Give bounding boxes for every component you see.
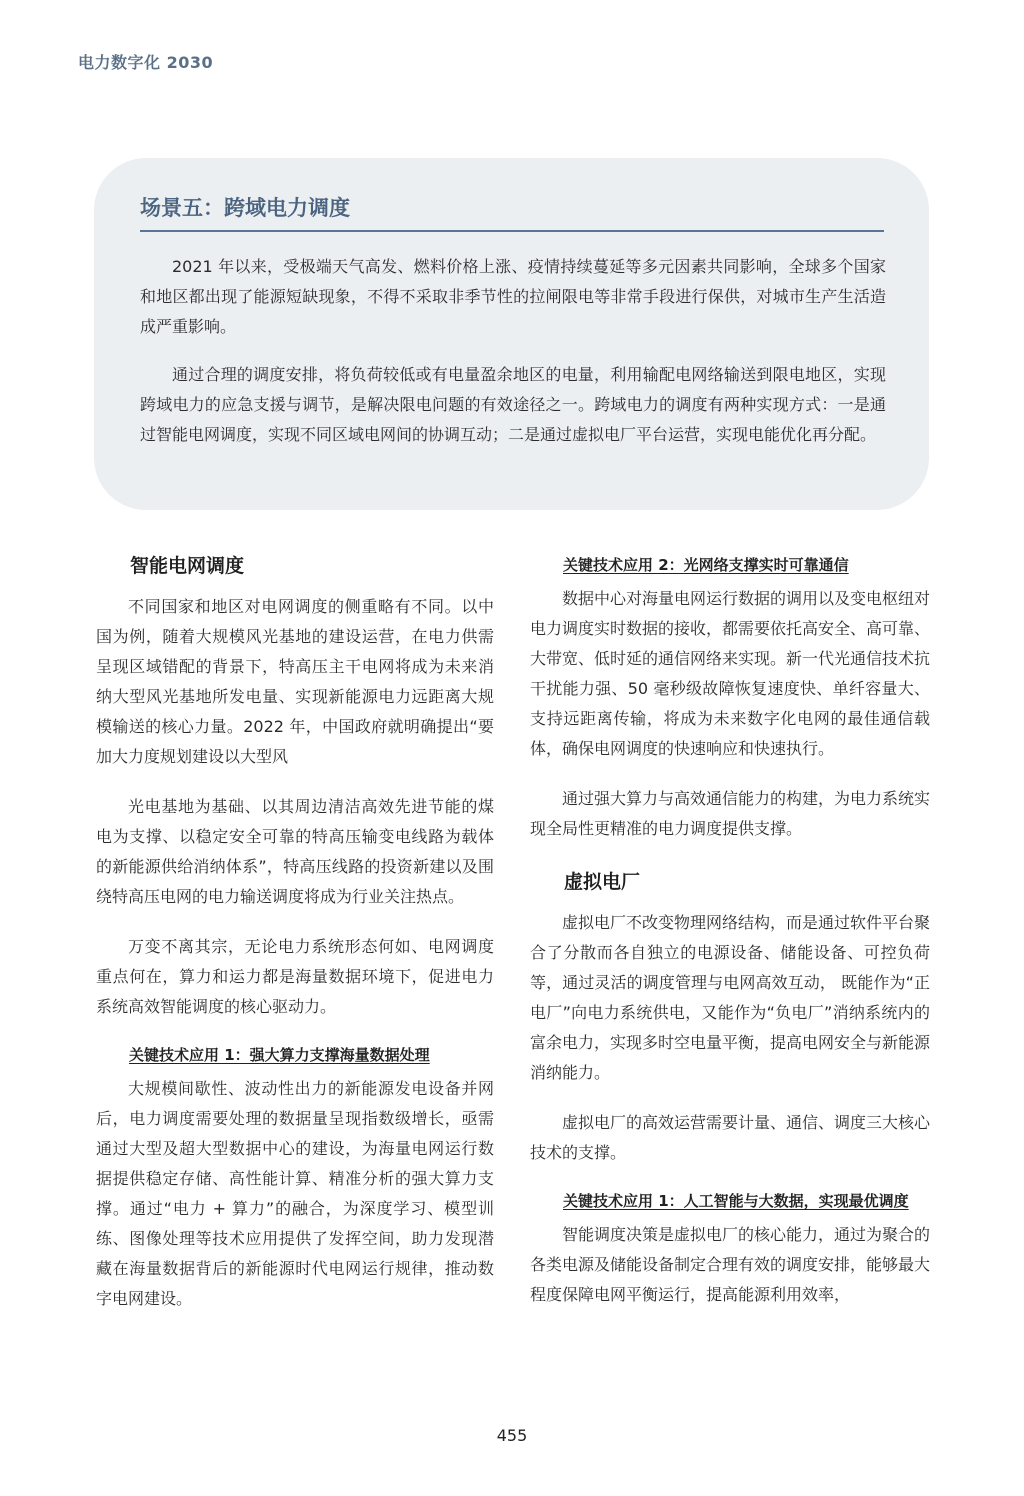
body-paragraph: 智能调度决策是虚拟电厂的核心能力，通过为聚合的各类电源及储能设备制定合理有效的调度安排，能够最大程度保障电网平衡运行，提高能源利用效率，: [530, 1225, 931, 1304]
scene-body: [140, 252, 886, 468]
key-app-heading: 关键技术应用 1：人工智能与大数据，实现最优调度: [563, 1192, 909, 1210]
body-paragraph: 万变不离其宗，无论电力系统形态何如、电网调度重点何在，算力和运力都是海量数据环境下，促进电力系统高效智能调度的核心驱动力。: [96, 937, 494, 1016]
scene-box: [94, 158, 929, 510]
section-title-virtual-power-plant: 虚拟电厂: [564, 871, 641, 893]
key-app-heading: 关键技术应用 1：强大算力支撑海量数据处理: [129, 1046, 430, 1064]
body-paragraph: 虚拟电厂不改变物理网络结构，而是通过软件平台聚合了分散而各自独立的电源设备、储能设备、可控负荷等，通过灵活的调度管理与电网高效互动， 既能作为“正电厂”向电力系统供电，又能作为“负电厂”消纳系统内的富余电力，实现多时空电量平衡，提高电网安全与新能源消纳能力。: [530, 913, 931, 1082]
body-paragraph: 不同国家和地区对电网调度的侧重略有不同。以中国为例，随着大规模风光基地的建设运营，在电力供需呈现区域错配的背景下，特高压主干电网将成为未来消纳大型风光基地所发电量、实现新能源电力远距离大规模输送的核心力量。2022 年，中国政府就明确提出“要加大力度规划建设以大型风: [96, 597, 494, 766]
left-column: [96, 552, 494, 1334]
running-header: 电力数字化 2030: [78, 53, 214, 72]
page-number: 455: [496, 1426, 528, 1445]
right-column: [530, 552, 930, 1330]
scene-paragraph: 2021 年以来，受极端天气高发、燃料价格上涨、疫情持续蔓延等多元因素共同影响，全球多个国家和地区都出现了能源短缺现象，不得不采取非季节性的拉闸限电等非常手段进行保供，对城市生产生活造成严重影响。: [140, 257, 886, 336]
body-paragraph: 数据中心对海量电网运行数据的调用以及变电枢纽对电力调度实时数据的接收，都需要依托高安全、高可靠、大带宽、低时延的通信网络来实现。新一代光通信技术抗干扰能力强、50 毫秒级故障恢复速度快、单纤容量大、支持远距离传输，将成为未来数字化电网的最佳通信载体，确保电网调度的快速响应和快速执行。: [530, 589, 931, 758]
scene-paragraph: 通过合理的调度安排，将负荷较低或有电量盈余地区的电量，利用输配电网络输送到限电地区，实现跨域电力的应急支援与调节，是解决限电问题的有效途径之一。跨域电力的调度有两种实现方式：一是通过智能电网调度，实现不同区域电网间的协调互动；二是通过虚拟电厂平台运营，实现电能优化再分配。: [140, 365, 886, 444]
scene-title-rule: [140, 230, 884, 232]
scene-title: 场景五：跨域电力调度: [140, 196, 350, 220]
body-paragraph: 通过强大算力与高效通信能力的构建，为电力系统实现全局性更精准的电力调度提供支撑。: [530, 789, 931, 838]
key-app-heading: 关键技术应用 2：光网络支撑实时可靠通信: [563, 556, 849, 574]
body-paragraph: 虚拟电厂的高效运营需要计量、通信、调度三大核心技术的支撑。: [530, 1113, 931, 1162]
body-paragraph: 大规模间歇性、波动性出力的新能源发电设备并网后，电力调度需要处理的数据量呈现指数级增长，亟需通过大型及超大型数据中心的建设，为海量电网运行数据提供稳定存储、高性能计算、精准分析的强大算力支撑。通过“电力 + 算力”的融合，为深度学习、模型训练、图像处理等技术应用提供了发挥空间，助力发现潜藏在海量数据背后的新能源时代电网运行规律，推动数字电网建设。: [96, 1079, 494, 1308]
section-title-smart-grid: 智能电网调度: [130, 555, 245, 577]
body-paragraph: 光电基地为基础、以其周边清洁高效先进节能的煤电为支撑、以稳定安全可靠的特高压输变电线路为载体的新能源供给消纳体系”，特高压线路的投资新建以及围绕特高压电网的电力输送调度将成为行业关注热点。: [96, 797, 494, 906]
